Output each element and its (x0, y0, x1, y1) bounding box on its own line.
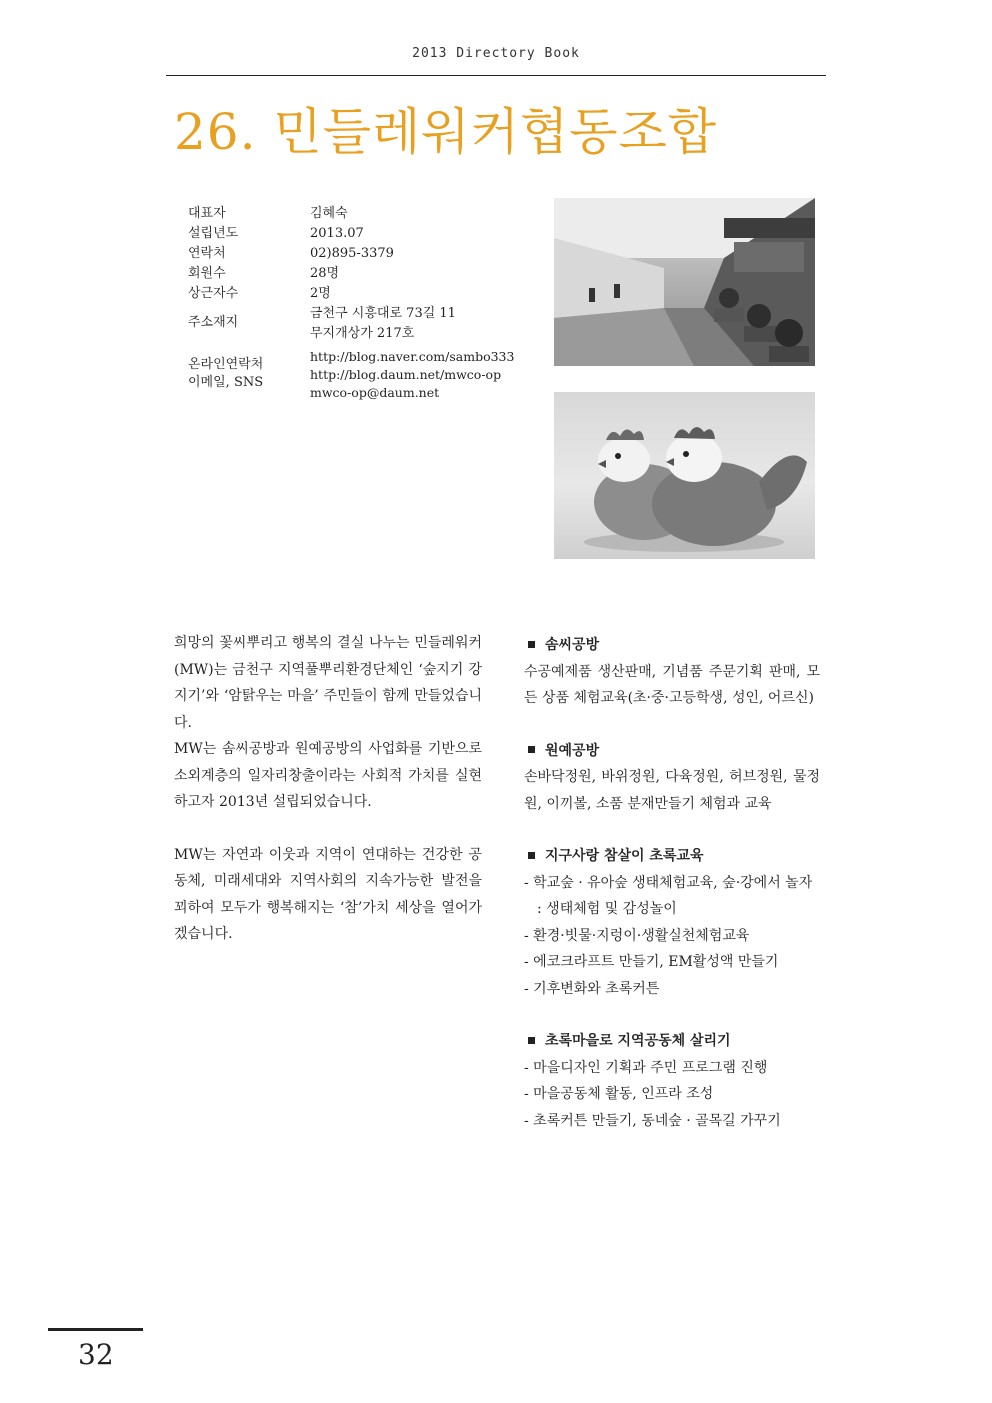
info-value: 2명 (310, 286, 331, 301)
blog-link[interactable]: http://blog.daum.net/mwco-op (310, 367, 502, 382)
info-label-line: 온라인연락처 (188, 357, 264, 372)
info-value (310, 304, 528, 344)
info-label (188, 348, 310, 402)
info-row-staff (188, 284, 528, 304)
list-item: - 환경·빗물·지렁이·생활실천체험교육 (524, 927, 750, 944)
doll-photo (554, 392, 815, 559)
section-community (524, 1028, 820, 1134)
section-text: 손바닥정원, 바위정원, 다육정원, 허브정원, 물정원, 이끼볼, 소품 분재만들기 체험과 교육 (524, 769, 820, 812)
list-item: - 학교숲 · 유아숲 생태체험교육, 숲·강에서 놀자 : 생태체험 및 감성놀이 (524, 874, 813, 917)
info-row-online (188, 348, 528, 402)
list-item: - 마을디자인 기획과 주민 프로그램 진행 (524, 1059, 768, 1076)
programs (524, 632, 820, 1160)
section-title: 원예공방 (524, 738, 820, 765)
header-rule (166, 75, 826, 76)
list-item: - 마을공동체 활동, 인프라 조성 (524, 1086, 714, 1102)
info-value: 02)895-3379 (310, 246, 394, 261)
info-row-members (188, 264, 528, 284)
section-craft-workshop (524, 632, 820, 712)
blog-link[interactable]: http://blog.naver.com/sambo333 (310, 349, 515, 364)
info-label: 상근자수 (188, 286, 239, 301)
address-line: 금천구 시흥대로 73길 11 (310, 306, 456, 321)
info-label: 주소재지 (188, 315, 239, 330)
info-value: 김혜숙 (310, 206, 348, 221)
email-link[interactable]: mwco-op@daum.net (310, 385, 440, 400)
chicken-doll-illustration (554, 392, 815, 559)
section-green-education (524, 843, 820, 1002)
info-table (188, 204, 528, 402)
info-label: 연락처 (188, 246, 226, 261)
section-title: 초록마을로 지역공동체 살리기 (524, 1028, 820, 1055)
info-row-address (188, 304, 528, 344)
intro-paragraph: 희망의 꽃씨뿌리고 행복의 결실 나누는 민들레워커(MW)는 금천구 지역풀뿌리환경단체인 ‘숲지기 강지기’와 ‘암탉우는 마을’ 주민들이 함께 만들었습니다. (174, 635, 482, 731)
alley-photo (554, 198, 815, 366)
info-label: 대표자 (188, 206, 226, 221)
info-row-representative (188, 204, 528, 224)
square-bullet-icon (528, 1037, 535, 1044)
intro-paragraph: MW는 자연과 이웃과 지역이 연대하는 건강한 공동체, 미래세대와 지역사회의 지속가능한 발전을 꾀하여 모두가 행복해지는 ‘참’가치 세상을 열어가겠습니다. (174, 846, 482, 942)
info-row-contact (188, 244, 528, 264)
list-item: - 초록커튼 만들기, 동네숲 · 골목길 가꾸기 (524, 1112, 781, 1129)
section-text: 수공예제품 생산판매, 기념품 주문기획 판매, 모든 상품 체험교육(초·중·고등학생, 성인, 어르신) (524, 663, 820, 706)
info-value: 28명 (310, 266, 340, 281)
square-bullet-icon (528, 746, 535, 753)
intro-paragraph: MW는 솜씨공방과 원예공방의 사업화를 기반으로 소외계층의 일자리창출이라는 사회적 가치를 실현하고자 2013년 설립되었습니다. (174, 741, 482, 810)
address-line: 무지개상가 217호 (310, 326, 415, 341)
info-value: 2013.07 (310, 226, 364, 241)
square-bullet-icon (528, 852, 535, 859)
info-label-line: 이메일, SNS (188, 375, 264, 390)
alley-illustration (554, 198, 815, 366)
section-garden-workshop (524, 738, 820, 818)
info-row-founded (188, 224, 528, 244)
page-number: 32 (78, 1338, 114, 1371)
footer-rule (48, 1328, 143, 1331)
section-title: 지구사랑 참살이 초록교육 (524, 843, 820, 870)
list-item: - 기후변화와 초록커튼 (524, 980, 660, 997)
list-item: - 에코크라프트 만들기, EM활성액 만들기 (524, 954, 779, 970)
info-value (310, 348, 528, 402)
square-bullet-icon (528, 641, 535, 648)
section-title: 솜씨공방 (524, 632, 820, 659)
info-label: 회원수 (188, 266, 226, 281)
header-title: 2013 Directory Book (412, 46, 580, 61)
info-label: 설립년도 (188, 226, 239, 241)
page-title: 26. 민들레워커협동조합 (174, 103, 718, 161)
intro-text (174, 630, 482, 948)
